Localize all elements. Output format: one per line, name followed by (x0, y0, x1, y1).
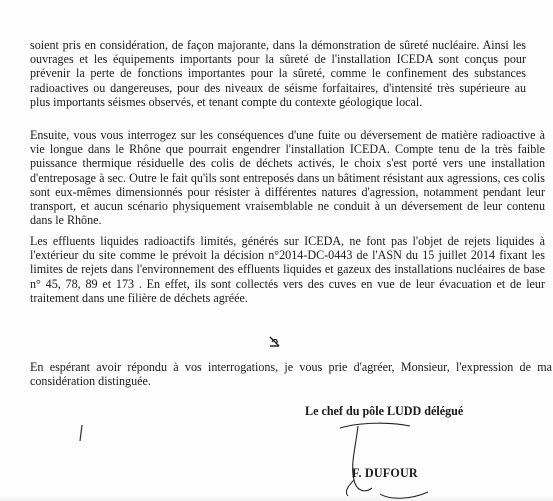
section-separator-mark-icon (268, 335, 282, 349)
paragraph-rhone-leak: Ensuite, vous vous interrogez sur les conséquences d'une fuite ou déversement de matière radioactive à vie longue dans le Rhône que pourrait engendrer l'installation ICEDA. Compte tenu de la très faible puissance thermique résiduelle des colis de déchets activés, le choix s'est porté vers une installation d'entreposage à sec. Outre le fait qu'ils sont entreposés dans un bâtiment résistant aux agressions, ces colis sont eux-mêmes dimensionnés pour résister à différentes natures d'agression, notamment pendant leur transport, et aucun scénario physiquement vraisemblable ne conduit à un déversement de leur contenu dans le Rhône. (30, 128, 545, 228)
signatory-name: F. DUFOUR (352, 466, 418, 480)
handwritten-signature (320, 420, 440, 501)
signatory-title: Le chef du pôle LUDD délégué (305, 404, 464, 418)
margin-pen-mark (78, 424, 84, 442)
paragraph-liquid-effluents: Les effluents liquides radioactifs limités, générés sur ICEDA, ne font pas l'objet de rejets liquides à l'extérieur du site comme le prévoit la décision n°2014-DC-0443 de l'ASN du 15 juillet 2014 fixant les limites de rejets dans l'environnement des effluents liquides et gazeux des installations nucléaires de base n° 45, 78, 89 et 173 . En effet, ils sont collectés vers des cuves en vue de leur évacuation et de leur traitement dans une filière de déchets agréée. (30, 234, 545, 305)
paragraph-seismic-safety: soient pris en considération, de façon majorante, dans la démonstration de sûreté nucléaire. Ainsi les ouvrages et les équipements importants pour la sûreté de l'installation ICEDA sont conçus pour prévenir la perte de fonctions importantes pour la sûreté, comme le confinement des substances radioactives ou dangereuses, pour des niveaux de séisme forfaitaires, d'intensité très supérieure au plus importants séismes observés, et tenant compte du contexte géologique local. (30, 38, 526, 109)
page-edge-shadow (0, 495, 553, 501)
closing-paragraph: En espérant avoir répondu à vos interrogations, je vous prie d'agréer, Monsieur, l'expression de ma considération distinguée. (30, 360, 552, 389)
